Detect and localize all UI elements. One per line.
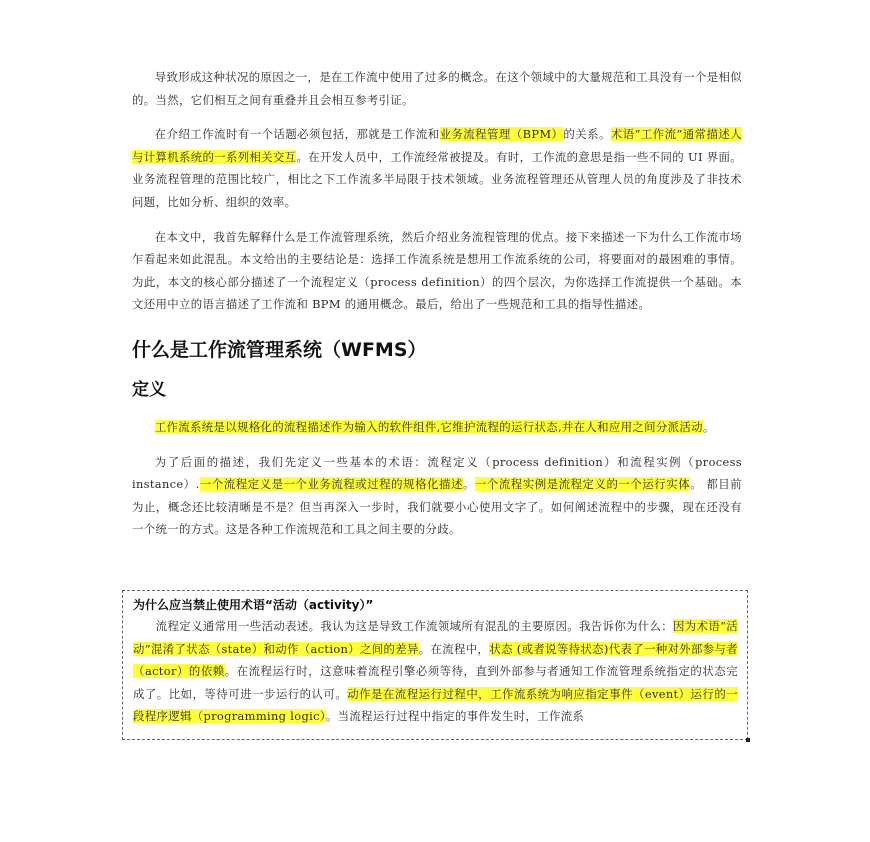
highlight-activity-confusion: 因为术语“活动”混淆了状态（state）和动作（action）之间的差异 bbox=[133, 619, 738, 656]
heading-what-is-wfms: 什么是工作流管理系统（WFMS） bbox=[132, 338, 427, 361]
text-segment: 。当流程运行过程中指定的事件发生时，工作流系 bbox=[325, 709, 585, 724]
box-paragraph bbox=[133, 615, 738, 728]
text-segment: 。 bbox=[462, 477, 475, 492]
text-segment: 为了后面的描述，我们先定义一些基本的术语：流程定义（process definition）和流程实例（process instance）. bbox=[132, 454, 742, 492]
text-segment: 。在流程中， bbox=[418, 641, 490, 656]
paragraph-intro: 导致形成这种状况的原因之一，是在工作流中使用了过多的概念。在这个领域中的大量规范和工具没有一个是相似的。当然，它们相互之间有重叠并且会相互参考引证。 bbox=[132, 70, 742, 107]
text-segment: 。 bbox=[702, 419, 715, 434]
text-segment: 的关系。 bbox=[563, 127, 611, 142]
text-segment: 流程定义通常用一些活动表述。我认为这是导致工作流领域所有混乱的主要原因。我告诉你为什么： bbox=[155, 619, 674, 633]
sidebar-box-activity[interactable] bbox=[122, 590, 748, 740]
highlight-action: 动作是在流程运行过程中，工作流系统为响应指定事件（event）运行的一段程序逻辑（programming logic） bbox=[133, 686, 738, 724]
box-title: 为什么应当禁止使用术语“活动（activity）” bbox=[133, 598, 374, 612]
paragraph-overview: 在本文中，我首先解释什么是工作流管理系统，然后介绍业务流程管理的优点。接下来描述一下为什么工作流市场乍看起来如此混乱。本文给出的主要结论是：选择工作流系统是想用工作流系统的公司，将要面对的最困难的事情。为此，本文的核心部分描述了一个流程定义（process definition）的四个层次，为你选择工作流提供一个基础。本文还用中立的语言描述了工作流和 BPM 的通用概念。最后，给出了一些规范和工具的指导性描述。 bbox=[132, 229, 742, 312]
paragraph-definition bbox=[132, 416, 742, 439]
highlight-bpm: 业务流程管理（BPM） bbox=[439, 127, 564, 142]
text-segment: 。在开发人员中，工作流经常被提及。有时，工作流的意思是指一些不同的 UI 界面。业务流程管理的范围比较广，相比之下工作流多半局限于技术领域。业务流程管理还从管理人员的角度涉及了非技术问题，比如分析、组织的效率。 bbox=[132, 149, 743, 209]
highlight-process-definition: 一个流程定义是一个业务流程或过程的规格化描述 bbox=[199, 477, 463, 492]
highlight-workflow-term: 术语“工作流”通常描述人与计算机系统的一系列相关交互 bbox=[132, 127, 742, 164]
resize-handle[interactable] bbox=[746, 738, 750, 742]
document-body bbox=[132, 66, 742, 553]
text-segment: 在介绍工作流时有一个话题必须包括，那就是工作流和 bbox=[154, 127, 440, 142]
text-segment: 。在流程运行时，这意味着流程引擎必须等待，直到外部参与者通知工作流管理系统指定的状态完成了。比如，等待可进一步运行的认可。 bbox=[133, 664, 738, 701]
heading-definition: 定义 bbox=[132, 379, 166, 400]
paragraph-terms bbox=[132, 451, 742, 541]
text-segment: 。 都目前为止，概念还比较清晰是不是？但当再深入一步时，我们就要小心使用文字了。如何阐述流程中的步骤，现在还没有一个统一的方式。这是各种工作流规范和工具之间主要的分歧。 bbox=[132, 477, 742, 537]
highlight-definition: 工作流系统是以规格化的流程描述作为输入的软件组件,它维护流程的运行状态,并在人和应用之间分派活动 bbox=[154, 419, 703, 434]
highlight-process-instance: 一个流程实例是流程定义的一个运行实体 bbox=[474, 477, 691, 492]
highlight-state: 状态 (或者说等待状态)代表了一种对外部参与者（actor）的依赖 bbox=[133, 641, 738, 679]
paragraph-workflow-bpm bbox=[132, 123, 742, 213]
